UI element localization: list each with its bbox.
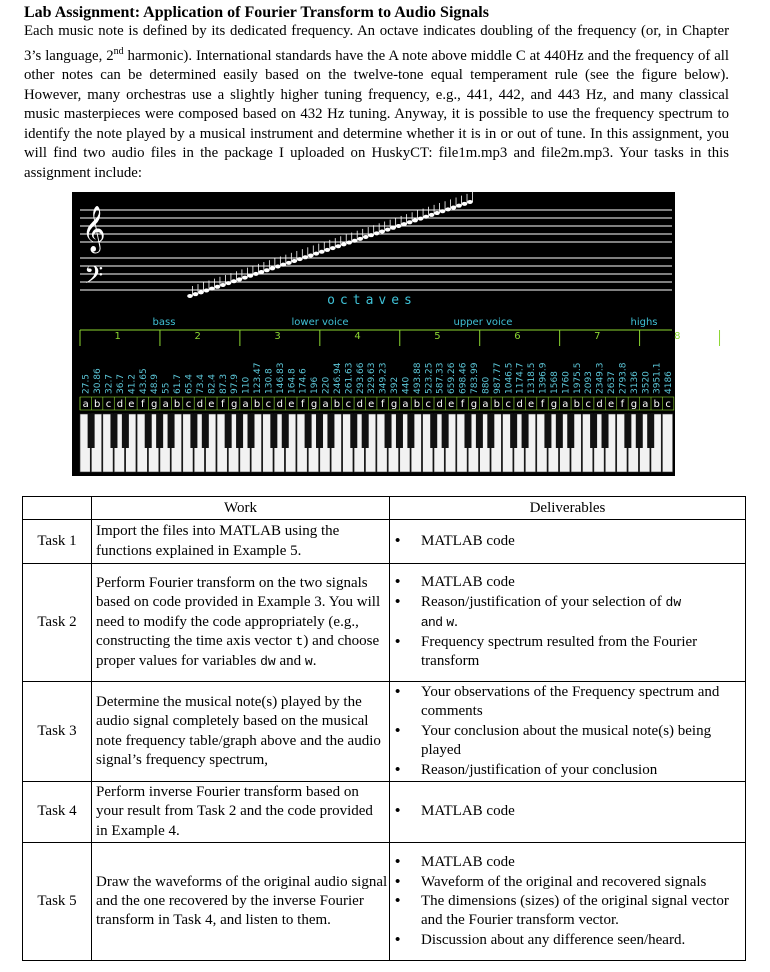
note-head [412, 218, 418, 222]
note-letter: b [333, 399, 341, 410]
note-letter: d [276, 399, 284, 410]
piano-black-key [544, 414, 551, 448]
frequency-label: 587.33 [435, 362, 446, 394]
code-variable-dw: dw [260, 653, 276, 669]
note-head [275, 265, 281, 269]
task-row-4 [23, 782, 746, 843]
intro-paragraph [24, 22, 729, 184]
table-header-row [23, 497, 746, 520]
note-head [226, 281, 232, 285]
note-head [220, 283, 226, 287]
task-row-5 [23, 843, 746, 961]
code-variable-and: and [421, 614, 447, 630]
note-letter: g [310, 399, 318, 410]
piano-black-key [190, 414, 197, 448]
deliverable-item [421, 593, 744, 633]
frequency-label: 43.65 [138, 368, 149, 394]
note-letter: c [265, 399, 272, 410]
piano-black-key [327, 414, 334, 448]
note-letter: a [562, 399, 569, 410]
frequency-label: 164.8 [287, 368, 298, 394]
note-head [423, 215, 429, 219]
piano-black-key [225, 414, 232, 448]
note-letter: f [540, 399, 545, 410]
note-letter: f [460, 399, 465, 410]
piano-black-key [430, 414, 437, 448]
note-head [292, 259, 298, 263]
note-letter: e [208, 399, 215, 410]
task-deliverables [390, 520, 746, 564]
note-head [253, 272, 259, 276]
deliverable-period: . [454, 614, 458, 631]
header-work: Work [92, 497, 390, 520]
piano-black-key [396, 414, 403, 448]
note-letter: c [185, 399, 192, 410]
frequency-label: 97.9 [230, 373, 241, 394]
octave-number: 4 [354, 331, 361, 342]
frequency-label: 27.5 [81, 373, 92, 394]
frequency-label: 523.25 [424, 362, 435, 394]
frequency-label: 440 [401, 376, 412, 394]
note-letter: c [105, 399, 112, 410]
octave-number: 5 [434, 331, 441, 342]
frequency-label: 246.94 [332, 362, 343, 394]
piano-black-key [442, 414, 449, 448]
octaves-label: octaves [327, 293, 417, 308]
note-letter: d [516, 399, 523, 410]
note-head [462, 202, 468, 206]
piano-black-key [476, 414, 483, 448]
piano-white-key [662, 414, 672, 472]
deliverable-item: • MATLAB code [421, 532, 744, 551]
piano-black-key [464, 414, 471, 448]
frequency-label: 1046.5 [504, 362, 515, 394]
frequency-label: 32.7 [104, 373, 115, 394]
note-head [456, 204, 462, 208]
piano-black-key [385, 414, 392, 448]
frequency-label: 1975.5 [572, 362, 583, 394]
deliverable-text: Reason/justification of your selection of [421, 593, 666, 610]
frequency-label: 987.77 [492, 362, 503, 394]
note-head [281, 263, 287, 267]
deliverable-item: • The dimensions (sizes) of the original signal vector and the Fourier transform vector. [421, 892, 744, 931]
frequency-label: 65.4 [184, 373, 195, 394]
piano-black-key [270, 414, 277, 448]
note-head [248, 274, 254, 278]
piano-black-key [236, 414, 243, 448]
task-work: Import the files into MATLAB using the functions explained in Example 5. [92, 520, 390, 564]
task-label: Task 3 [23, 682, 92, 782]
frequency-label: 123.47 [253, 362, 264, 394]
octave-number: 6 [514, 331, 521, 342]
note-head [346, 241, 352, 245]
bass-clef-icon: 𝄢 [84, 261, 104, 296]
frequency-label: 783.99 [469, 362, 480, 394]
note-head [418, 217, 424, 221]
octave-number: 1 [114, 331, 121, 342]
piano-black-key [145, 414, 152, 448]
note-letter: b [653, 399, 660, 410]
note-letter: a [322, 399, 329, 410]
note-letter: a [162, 399, 169, 410]
piano-black-key [282, 414, 289, 448]
frequency-label: 30.86 [93, 368, 104, 394]
task-table [22, 496, 746, 961]
note-letter: c [585, 399, 591, 410]
piano-black-key [110, 414, 117, 448]
note-head [215, 285, 221, 289]
task-work: Determine the musical note(s) played by the audio signal completely based on the musical note frequency table/graph above and the audio signal’s frequency spectrum, [92, 682, 390, 782]
note-letter: f [620, 399, 625, 410]
piano-black-key [88, 414, 95, 448]
note-letter: c [665, 399, 671, 410]
deliverable-item: • Reason/justification of your conclusion [421, 761, 744, 780]
deliverable-item: • Frequency spectrum resulted from the Fourier transform [421, 633, 744, 672]
piano-black-key [156, 414, 163, 448]
note-head [286, 261, 292, 265]
note-letter: b [573, 399, 580, 410]
octave-number: 3 [274, 331, 281, 342]
frequency-label: 41.2 [127, 373, 138, 394]
frequency-label: 329.63 [367, 362, 378, 394]
note-head [209, 287, 215, 291]
task-row-2 [23, 564, 746, 682]
note-letter: a [402, 399, 409, 410]
note-head [231, 279, 237, 283]
deliverable-item: • MATLAB code [421, 573, 744, 592]
deliverable-item: • MATLAB code [421, 802, 744, 821]
octave-number: 7 [594, 331, 601, 342]
deliverable-item: • Discussion about any difference seen/heard. [421, 931, 744, 950]
code-variable-w: w [446, 615, 455, 631]
note-head [330, 246, 336, 250]
piano-black-key [647, 414, 654, 448]
note-letter: g [390, 399, 398, 410]
note-head [242, 276, 248, 280]
note-letter: d [196, 399, 204, 410]
frequency-label: 2637 [607, 371, 618, 394]
piano-black-key [350, 414, 357, 448]
frequency-label: 110 [241, 376, 252, 394]
frequency-label: 493.88 [412, 362, 423, 394]
note-head [193, 292, 199, 296]
note-letter: e [128, 399, 135, 410]
note-letter: c [425, 399, 432, 410]
piano-black-key [567, 414, 574, 448]
piano-black-key [510, 414, 517, 448]
piano-black-key [602, 414, 609, 448]
figure-graphic [72, 192, 681, 476]
frequency-label: 73.4 [195, 373, 206, 394]
frequency-label: 130.8 [264, 368, 275, 394]
task-work-text: Perform Fourier transform on the two signals based on code provided in Example 3. You will need to modify the code appropriately (e.g., constructing the time axis vector [96, 574, 381, 650]
page-title: Lab Assignment: Application of Fourier Transform to Audio Signals [24, 4, 489, 21]
note-letter: c [505, 399, 511, 410]
note-letter: a [242, 399, 249, 410]
note-head [390, 226, 396, 230]
frequency-label: 698.46 [458, 362, 469, 394]
note-head [440, 209, 446, 213]
note-letter: a [482, 399, 489, 410]
note-letter: g [230, 399, 238, 410]
task-label: Task 4 [23, 782, 92, 843]
note-letter: d [116, 399, 124, 410]
range-label: highs [630, 317, 658, 328]
piano-black-key [248, 414, 255, 448]
note-letter: b [493, 399, 501, 410]
note-head [407, 220, 413, 224]
frequency-label: 220 [321, 376, 332, 394]
note-letter: g [630, 399, 638, 410]
note-head [396, 224, 402, 228]
treble-clef-icon: 𝄞 [82, 206, 106, 252]
music-note-frequency-figure [72, 192, 681, 476]
frequency-label: 174.6 [298, 368, 309, 394]
code-variable-t: t [295, 634, 304, 650]
task-row-3 [23, 682, 746, 782]
note-head [264, 268, 270, 272]
note-head [467, 200, 473, 204]
note-letter: b [173, 399, 181, 410]
note-head [368, 233, 374, 237]
task-deliverables [390, 682, 746, 782]
note-head [259, 270, 265, 274]
note-head [187, 294, 193, 298]
note-head [324, 248, 330, 252]
deliverable-item: • MATLAB code [421, 853, 744, 872]
octave-number: 2 [194, 331, 201, 342]
note-letter: g [550, 399, 558, 410]
frequency-label: 349.23 [378, 362, 389, 394]
note-head [335, 244, 341, 248]
piano-black-key [202, 414, 209, 448]
note-letter: b [413, 399, 421, 410]
note-letter: g [151, 399, 158, 410]
frequency-label: 1396.9 [538, 362, 549, 394]
task-row-1 [23, 520, 746, 564]
note-head [302, 255, 308, 259]
piano-black-key [487, 414, 494, 448]
note-head [341, 242, 347, 246]
note-head [297, 257, 303, 261]
note-letter: g [470, 399, 478, 410]
frequency-label: 1318.5 [527, 362, 538, 394]
note-letter: e [368, 399, 375, 410]
note-letter: a [642, 399, 649, 410]
note-letter: f [380, 399, 385, 410]
note-head [270, 266, 276, 270]
note-letter: e [607, 399, 615, 410]
frequency-label: 146.83 [275, 362, 286, 394]
task-work: Perform inverse Fourier transform based on your result from Task 2 and the code provided in Example 4. [92, 782, 390, 843]
frequency-label: 2349.3 [595, 362, 606, 394]
piano-black-key [556, 414, 563, 448]
deliverable-item: • Waveform of the original and recovered signals [421, 873, 744, 892]
note-head [204, 288, 210, 292]
note-head [357, 237, 363, 241]
note-head [313, 252, 319, 256]
note-letter: f [300, 399, 305, 410]
note-head [352, 239, 358, 243]
frequency-label: 3136 [629, 371, 640, 394]
frequency-label: 4186 [664, 371, 675, 394]
piano-black-key [122, 414, 129, 448]
note-head [198, 290, 204, 294]
range-label: bass [152, 317, 176, 328]
frequency-label: 1568 [549, 371, 560, 394]
frequency-label: 3951.1 [652, 362, 663, 394]
frequency-label: 82.4 [207, 373, 218, 394]
note-letter: e [528, 399, 535, 410]
note-head [319, 250, 325, 254]
intro-text-2: harmonic). International standards have the A note above middle C at 440Hz and the frequency of all other notes can be determined easily based on the twelve-tone equal temperament rule (see the figure below). However, many orchestras use a slightly higher tuning frequency, e.g., 441, 442, and 443 Hz, and many classical music masterpieces were composed based on 432 Hz tuning. Anyway, it is possible to use the frequency spectrum to identify the note played by a musical instrument and determine whether it is in or out of tune. In this assignment, you will find two audio files in the package I uploaded on HuskyCT: file1m.mp3 and file2m.mp3. Your tasks in this assignment include: [24, 47, 729, 182]
frequency-label: 1760 [561, 371, 572, 394]
piano-black-key [407, 414, 414, 448]
octave-number: 8 [674, 331, 681, 342]
frequency-label: 2793.8 [618, 362, 629, 394]
piano-black-key [590, 414, 597, 448]
header-deliverables: Deliverables [390, 497, 746, 520]
frequency-label: 87.3 [218, 373, 229, 394]
frequency-label: 261.63 [344, 362, 355, 394]
frequency-label: 880 [481, 376, 492, 394]
note-head [237, 277, 243, 281]
note-head [363, 235, 369, 239]
frequency-label: 3520 [641, 371, 652, 394]
frequency-label: 2093 [584, 371, 595, 394]
note-letter: c [345, 399, 352, 410]
note-head [385, 228, 391, 232]
note-head [434, 211, 440, 215]
frequency-label: 61.7 [173, 373, 184, 394]
task-deliverables [390, 782, 746, 843]
note-letter: a [82, 399, 89, 410]
piano-black-key [624, 414, 631, 448]
range-label: lower voice [291, 317, 349, 328]
frequency-label: 36.7 [115, 373, 126, 394]
piano-black-key [522, 414, 529, 448]
note-letter: f [220, 399, 225, 410]
range-label: upper voice [453, 317, 513, 328]
task-work-text: and [275, 652, 305, 669]
piano-black-key [168, 414, 175, 448]
piano-black-key [362, 414, 369, 448]
task-label: Task 1 [23, 520, 92, 564]
piano-black-key [636, 414, 643, 448]
frequency-label: 392 [390, 376, 401, 394]
task-deliverables [390, 843, 746, 961]
frequency-label: 196 [310, 376, 321, 394]
frequency-label: 1174.7 [515, 362, 526, 394]
note-head [374, 231, 380, 235]
task-label: Task 5 [23, 843, 92, 961]
code-variable-dw: dw [665, 594, 682, 610]
frequency-label: 48.9 [150, 373, 161, 394]
note-head [451, 206, 457, 210]
task-label: Task 2 [23, 564, 92, 682]
note-letter: e [448, 399, 455, 410]
intro-text-1: Each music note is defined by its dedicated frequency. An octave indicates doubling of the frequency (or, in Chapter 3’s language, 2 [24, 23, 729, 64]
piano-black-key [305, 414, 312, 448]
note-letter: b [93, 399, 101, 410]
note-head [401, 222, 407, 226]
deliverable-item: • Your conclusion about the musical note(s) being played [421, 722, 744, 761]
note-head [308, 253, 314, 257]
deliverable-item: • Your observations of the Frequency spectrum and comments [421, 683, 744, 722]
note-letter: b [253, 399, 261, 410]
frequency-label: 55 [161, 382, 172, 394]
piano-black-key [316, 414, 323, 448]
task-work: Draw the waveforms of the original audio signal and the one recovered by the inverse Fourier transform in Task 4, and listen to them. [92, 843, 390, 961]
task-work [92, 564, 390, 682]
header-blank-cell [23, 497, 92, 520]
task-work-text: ) and choose proper values for variables [96, 633, 380, 669]
note-letter: f [141, 399, 145, 410]
note-letter: e [288, 399, 295, 410]
note-letter: d [356, 399, 363, 410]
note-head [445, 207, 451, 211]
frequency-label: 659.26 [447, 362, 458, 394]
task-deliverables [390, 564, 746, 682]
note-head [379, 229, 385, 233]
code-variable-w: w [304, 653, 313, 669]
frequency-label: 293.66 [355, 362, 366, 394]
task-work-text: . [312, 652, 317, 669]
note-letter: d [596, 399, 603, 410]
note-letter: d [436, 399, 443, 410]
note-head [429, 213, 435, 217]
intro-superscript: nd [113, 45, 124, 57]
